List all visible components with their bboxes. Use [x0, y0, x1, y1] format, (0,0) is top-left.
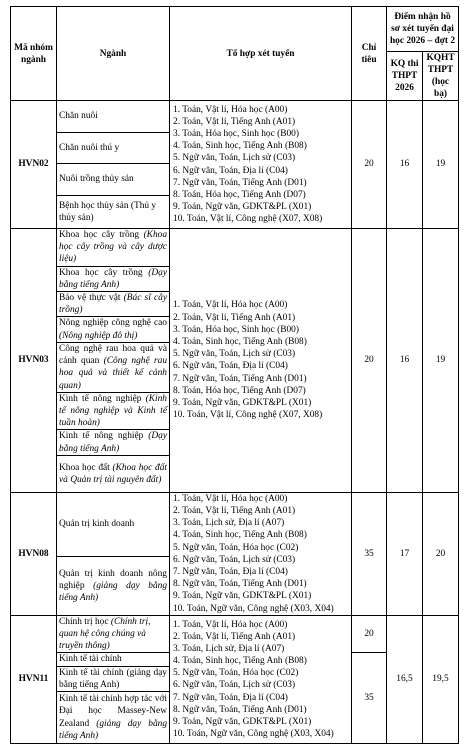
major-name: Nuôi trồng thủy sản	[57, 164, 170, 196]
major-note: (giảng dạy bằng tiếng Anh)	[59, 718, 168, 741]
major-name: Bệnh học thủy sản (Thủ y thủy sản)	[57, 196, 170, 229]
major-note: (Chính trị, quan hệ công chúng và truyền thông)	[59, 616, 151, 652]
major-name: Kinh tế tài chính	[57, 653, 170, 666]
major-name: Kinh tế tài chính hợp tác với Đại học Massey-New Zealand (giảng dạy bằng tiếng Anh)	[57, 692, 170, 744]
combo-list: 1. Toán, Vật lí, Hóa học (A00) 2. Toán, Vật lí, Tiếng Anh (A01) 3. Toán, Lịch sử, Địa lí (A07) 4. Toán, Sinh học, Tiếng Anh (B08) 5. Ngữ văn, Toán, Hóa học (C02) 6. Ngữ văn, Toán, Lịch sử (C03) 7. Ngữ văn, Toán, Địa lí (C04) 8. Ngữ văn, Toán, Tiếng Anh (D01) 9. Toán, Ngữ văn, GDKT&PL (X01) 10. Toán, Ngữ văn, Công nghệ (X03, X04)	[170, 492, 352, 615]
header-score-thpt: KQ thi THPT 2026	[387, 52, 423, 101]
major-note: (Dạy bằng tiếng Anh)	[59, 267, 167, 290]
score-hb-value: 20	[423, 492, 459, 615]
major-note: (Khoa học đất và Quản trị tài nguyên đất)	[59, 462, 167, 485]
combo-list: 1. Toán, Vật lí, Hóa học (A00) 2. Toán, Vật lí, Tiếng Anh (A01) 3. Toán, Hóa học, Sinh học (B00) 4. Toán, Sinh học, Tiếng Anh (B08) 5. Ngữ văn, Toán, Lịch sử (C03) 6. Ngữ văn, Toán, Địa lí (C04) 7. Ngữ văn, Toán, Tiếng Anh (D01) 8. Toán, Hóa học, Tiếng Anh (D07) 9. Toán, Ngữ văn, GDKT&PL (X01) 10. Toán, Vật lí, Công nghệ (X07, X08)	[170, 101, 352, 229]
major-name: Nông nghiệp công nghệ cao (Nông nghiệp đô thị)	[57, 317, 170, 342]
admission-table	[10, 6, 459, 744]
major-name: Kinh tế nông nghiệp (Dạy bằng tiếng Anh)	[57, 430, 170, 455]
quota-value: 20	[352, 101, 387, 229]
combo-list: 1. Toán, Vật lí, Hóa học (A00) 2. Toán, Vật lí, Tiếng Anh (A01) 3. Toán, Hóa học, Sinh học (B00) 4. Toán, Sinh học, Tiếng Anh (B08) 5. Ngữ văn, Toán, Lịch sử (C03) 6. Ngữ văn, Toán, Địa lí (C04) 7. Ngữ văn, Toán, Tiếng Anh (D01) 8. Toán, Hóa học, Tiếng Anh (D07) 9. Toán, Ngữ văn, GDKT&PL (X01) 10. Toán, Vật lí, Công nghệ (X07, X08)	[170, 229, 352, 493]
major-name: Quản trị kinh doanh	[57, 492, 170, 556]
score-thpt-value: 16	[387, 101, 423, 229]
major-name: Kinh tế tài chính (giảng dạy bằng tiếng Anh)	[57, 666, 170, 691]
major-name: Bảo vệ thực vật (Bác sĩ cây trồng)	[57, 292, 170, 317]
major-note: (Công nghệ rau hoa quả và thiết kế cảnh quan)	[59, 356, 168, 391]
quota-value: 20	[352, 615, 387, 653]
group-code: HVN11	[11, 615, 57, 743]
major-note: (Khoa học cây trồng và cây dược liệu)	[59, 230, 167, 265]
score-thpt-value: 16,5	[387, 615, 423, 743]
score-thpt-value: 16	[387, 229, 423, 493]
header-code: Mã nhóm ngành	[11, 7, 57, 101]
group-code: HVN08	[11, 492, 57, 615]
major-note: (Dạy bằng tiếng Anh)	[59, 431, 167, 454]
score-hb-value: 19	[423, 229, 459, 493]
header-combo: Tổ hợp xét tuyển	[170, 7, 352, 101]
major-note: (Bác sĩ cây trồng)	[59, 293, 167, 316]
major-note: (Nông nghiệp đô thị)	[59, 330, 138, 341]
score-thpt-value: 17	[387, 492, 423, 615]
major-name: Khoa học cây trồng (Dạy bằng tiếng Anh)	[57, 266, 170, 291]
header-score-hb: KQHT THPT (học bạ)	[423, 52, 459, 101]
major-name: Kinh tế nông nghiệp (Kinh tế nông nghiệp và Kinh tế tuần hoàn)	[57, 392, 170, 430]
quota-value: 35	[352, 492, 387, 615]
score-hb-value: 19	[423, 101, 459, 229]
major-note: (giảng dạy bằng tiếng Anh)	[59, 580, 168, 603]
major-name: Chính trị học (Chính trị, quan hệ công chúng và truyền thông)	[57, 615, 170, 653]
group-code: HVN03	[11, 229, 57, 493]
major-note: (Kinh tế nông nghiệp và Kinh tế tuần hoàn)	[59, 393, 167, 429]
major-name: Khoa học đất (Khoa học đất và Quản trị tài nguyên đất)	[57, 455, 170, 492]
score-hb-value: 19,5	[423, 615, 459, 743]
combo-list: 1. Toán, Vật lí, Hóa học (A00) 2. Toán, Vật lí, Tiếng Anh (A01) 3. Toán, Lịch sử, Địa lí (A07) 4. Toán, Sinh học, Tiếng Anh (B08) 5. Ngữ văn, Toán, Hóa học (C02) 6. Ngữ văn, Toán, Lịch sử (C03) 7. Ngữ văn, Toán, Địa lí (C04) 8. Ngữ văn, Toán, Tiếng Anh (D01) 9. Toán, Ngữ văn, GDKT&PL (X01) 10. Toán, Ngữ văn, Công nghệ (X03, X04)	[170, 615, 352, 743]
major-name: Chăn nuôi	[57, 101, 170, 133]
header-score-group: Điểm nhận hồ sơ xét tuyển đại học 2026 – đợt 2	[387, 7, 459, 52]
quota-value: 35	[352, 653, 387, 744]
major-name: Chăn nuôi thú y	[57, 133, 170, 164]
header-major: Ngành	[57, 7, 170, 101]
major-name: Khoa học cây trồng (Khoa học cây trồng và cây dược liệu)	[57, 229, 170, 267]
major-name: Công nghệ rau hoa quả và cảnh quan (Công nghệ rau hoa quả và thiết kế cảnh quan)	[57, 342, 170, 392]
group-code: HVN02	[11, 101, 57, 229]
quota-value: 20	[352, 229, 387, 493]
header-quota: Chỉ tiêu	[352, 7, 387, 101]
major-name: Quản trị kinh doanh nông nghiệp (giảng dạy bằng tiếng Anh)	[57, 556, 170, 615]
